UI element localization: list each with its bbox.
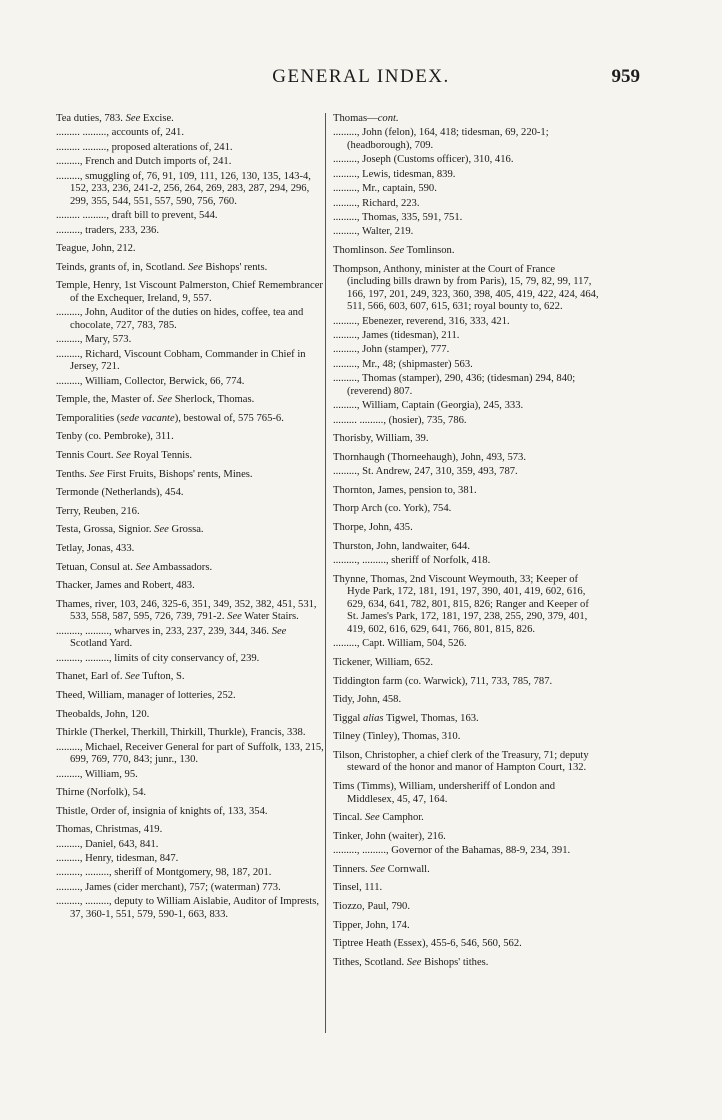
entry-text: Thornton, James, pension to, 381. bbox=[333, 484, 477, 496]
index-entry bbox=[56, 599, 324, 624]
entry-text: Tincal. bbox=[333, 812, 365, 824]
index-entry bbox=[56, 142, 324, 155]
entry-reference-text: ), bestowal of, 575 765-6. bbox=[174, 412, 284, 424]
index-entry bbox=[333, 676, 601, 689]
entry-italic-text: See bbox=[135, 561, 151, 573]
entry-reference-text: Scotland Yard. bbox=[70, 638, 133, 650]
entry-text: ........., Daniel, 643, 841. bbox=[56, 838, 159, 850]
index-entry bbox=[333, 781, 601, 806]
index-entry bbox=[56, 450, 324, 463]
index-entry bbox=[56, 225, 324, 238]
entry-text: ......... ........., accounts of, 241. bbox=[56, 127, 184, 139]
entry-text: Temple, Henry, 1st Viscount Palmerston, Chief Remembrancer of the Exchequer, Ireland, 9, 557. bbox=[56, 280, 323, 304]
entry-reference-text: Excise. bbox=[140, 113, 174, 124]
entry-text: ........., French and Dutch imports of, 241. bbox=[56, 156, 232, 168]
index-entry bbox=[333, 657, 601, 670]
entry-text: Thornhaugh (Thorneehaugh), John, 493, 573. bbox=[333, 451, 526, 463]
entry-text: Tilson, Christopher, a chief clerk of the Treasury, 71; deputy steward of the honor and manor of Hampton Court, 132. bbox=[333, 749, 589, 774]
entry-text: ........., James (cider merchant), 757; (waterman) 773. bbox=[56, 881, 281, 893]
entry-text: ........., traders, 233, 236. bbox=[56, 224, 159, 236]
index-entry bbox=[56, 769, 324, 782]
entry-italic-text: See bbox=[89, 468, 105, 480]
entry-text: Thorpe, John, 435. bbox=[333, 521, 413, 533]
index-entry bbox=[333, 485, 601, 498]
entry-text: Thorp Arch (co. York), 754. bbox=[333, 503, 452, 515]
entry-text: ........., Thomas (stamper), 290, 436; (tidesman) 294, 840; (reverend) 807. bbox=[333, 373, 576, 397]
index-entry bbox=[333, 522, 601, 535]
index-entry bbox=[56, 882, 324, 895]
page-title: GENERAL INDEX. bbox=[272, 66, 450, 87]
index-entry bbox=[333, 694, 601, 707]
entry-text: Thistle, Order of, insignia of knights of, 133, 354. bbox=[56, 805, 268, 817]
entry-text: Tetuan, Consul at. bbox=[56, 561, 136, 573]
index-entry bbox=[333, 882, 601, 895]
entry-text: Thirkle (Therkel, Therkill, Thirkill, Thurkle), Francis, 338. bbox=[56, 727, 306, 739]
index-entry bbox=[333, 812, 601, 825]
index-entry bbox=[56, 156, 324, 169]
entry-italic-text: See bbox=[125, 671, 140, 683]
index-entry bbox=[56, 896, 324, 921]
index-entry bbox=[56, 307, 324, 332]
index-entry bbox=[333, 373, 601, 398]
entry-text: ........., Lewis, tidesman, 839. bbox=[333, 168, 456, 180]
entry-text: ........., ........., limits of city conservancy of, 239. bbox=[56, 652, 260, 664]
entry-text: ........., ........., sheriff of Montgomery, 98, 187, 201. bbox=[56, 867, 272, 879]
entry-italic-text: See bbox=[187, 261, 203, 273]
entry-text: ........., smuggling of, 76, 91, 109, 111, 126, 130, 135, 143-4, 152, 233, 236, 241-2, 256, 264, 269, 283, 287, 294, 296, 299, 355, 544, 551, 557, 590, 756, 760. bbox=[56, 170, 311, 207]
entry-reference-text: Royal Tennis. bbox=[130, 450, 193, 462]
entry-italic-text: See bbox=[406, 956, 422, 968]
index-entry bbox=[56, 506, 324, 519]
entry-text: ........., Walter, 219. bbox=[333, 226, 414, 238]
entry-text: ........., ........., Governor of the Bahamas, 88-9, 234, 391. bbox=[333, 845, 571, 857]
entry-italic-text: See bbox=[154, 524, 169, 536]
index-entry bbox=[56, 626, 324, 651]
entry-text: Teinds, grants of, in, Scotland. bbox=[56, 261, 188, 273]
entry-reference-text: Camphor. bbox=[379, 812, 424, 824]
entry-text: ........., Mr., captain, 590. bbox=[333, 183, 437, 195]
index-entry bbox=[333, 433, 601, 446]
entry-text: ........., Joseph (Customs officer), 310, 416. bbox=[333, 154, 514, 166]
entry-text: Thacker, James and Robert, 483. bbox=[56, 580, 195, 592]
index-entry bbox=[56, 171, 324, 209]
entry-italic-text: alias bbox=[362, 712, 384, 724]
index-entry bbox=[56, 376, 324, 389]
entry-text: Tenths. bbox=[56, 468, 90, 480]
index-entry bbox=[56, 349, 324, 374]
index-entry bbox=[333, 212, 601, 225]
index-entry bbox=[333, 555, 601, 568]
index-column-left bbox=[56, 113, 324, 923]
entry-text: Teague, John, 212. bbox=[56, 243, 136, 255]
entry-italic-text: See bbox=[389, 244, 405, 256]
index-entry bbox=[333, 831, 601, 844]
entry-text: ........., James (tidesman), 211. bbox=[333, 330, 460, 342]
entry-text: Tea duties, 783. bbox=[56, 113, 126, 124]
index-entry bbox=[333, 638, 601, 651]
entry-text: ........., William, 95. bbox=[56, 768, 138, 780]
entry-text: ........., ........., deputy to William Aislabie, Auditor of Imprests, 37, 360-1, 551, 579, 590-1, 663, 833. bbox=[56, 896, 320, 920]
entry-text: ........., Mary, 573. bbox=[56, 334, 132, 346]
page-header bbox=[0, 66, 722, 96]
entry-italic-text: See bbox=[271, 625, 287, 637]
index-entry bbox=[56, 394, 324, 407]
entry-text: Tilney (Tinley), Thomas, 310. bbox=[333, 731, 461, 743]
entry-text: Temple, the, Master of. bbox=[56, 394, 158, 406]
entry-text: Thurston, John, landwaiter, 644. bbox=[333, 540, 470, 552]
index-entry bbox=[333, 226, 601, 239]
index-entry bbox=[333, 503, 601, 516]
entry-text: ........., Capt. William, 504, 526. bbox=[333, 638, 467, 650]
entry-text: Temporalities ( bbox=[56, 412, 121, 424]
index-entry bbox=[56, 210, 324, 223]
entry-text: ........., John (felon), 164, 418; tidesman, 69, 220-1; (headborough), 709. bbox=[333, 127, 549, 151]
index-entry bbox=[333, 864, 601, 877]
entry-text: Tinsel, 111. bbox=[333, 882, 383, 894]
entry-reference-text: Bishops' rents. bbox=[202, 261, 268, 273]
index-entry bbox=[333, 901, 601, 914]
entry-italic-text: See bbox=[364, 812, 380, 824]
entry-italic-text: See bbox=[125, 113, 141, 124]
entry-text: ......... ........., proposed alterations of, 241. bbox=[56, 141, 233, 153]
index-entry bbox=[333, 957, 601, 970]
index-entry bbox=[333, 198, 601, 211]
entry-text: Tiddington farm (co. Warwick), 711, 733, 785, 787. bbox=[333, 675, 553, 687]
index-entry bbox=[333, 113, 601, 126]
entry-text: Tinker, John (waiter), 216. bbox=[333, 830, 446, 842]
index-entry bbox=[56, 543, 324, 556]
entry-text: Tickener, William, 652. bbox=[333, 656, 434, 668]
entry-text: ........., Richard, Viscount Cobham, Commander in Chief in Jersey, 721. bbox=[56, 348, 306, 373]
entry-text: ........., Thomas, 335, 591, 751. bbox=[333, 211, 463, 223]
entry-text: Terry, Reuben, 216. bbox=[56, 505, 140, 517]
entry-text: Thorisby, William, 39. bbox=[333, 433, 429, 445]
index-entry bbox=[333, 330, 601, 343]
entry-reference-text: Tufton, S. bbox=[139, 671, 185, 683]
index-entry bbox=[56, 487, 324, 500]
entry-reference-text: Grossa. bbox=[168, 524, 204, 536]
page-number: 959 bbox=[611, 66, 640, 87]
entry-text: Theobalds, John, 120. bbox=[56, 708, 150, 720]
index-entry bbox=[333, 466, 601, 479]
index-entry bbox=[56, 787, 324, 800]
index-column-right bbox=[333, 113, 601, 971]
entry-text: Tinners. bbox=[333, 863, 371, 875]
index-entry bbox=[333, 316, 601, 329]
index-entry bbox=[333, 359, 601, 372]
index-entry bbox=[56, 690, 324, 703]
index-entry bbox=[56, 580, 324, 593]
entry-text: ........., Ebenezer, reverend, 316, 333, 421. bbox=[333, 315, 510, 327]
entry-text: Tithes, Scotland. bbox=[333, 956, 407, 968]
index-entry bbox=[333, 400, 601, 413]
index-entry bbox=[333, 750, 601, 775]
index-entry bbox=[56, 469, 324, 482]
index-entry bbox=[333, 245, 601, 258]
entry-reference-text: First Fruits, Bishops' rents, Mines. bbox=[104, 468, 253, 480]
entry-text: Thanet, Earl of. bbox=[56, 671, 126, 683]
entry-text: Theed, William, manager of lotteries, 252. bbox=[56, 689, 236, 701]
index-entry bbox=[56, 262, 324, 275]
entry-text: Testa, Grossa, Signior. bbox=[56, 524, 155, 536]
entry-text: ......... ........., (hosier), 735, 786. bbox=[333, 414, 467, 426]
entry-italic-text: See bbox=[227, 611, 242, 623]
entry-text: Tiggal bbox=[333, 712, 363, 724]
index-entry bbox=[333, 920, 601, 933]
index-entry bbox=[56, 709, 324, 722]
entry-text: ........., William, Captain (Georgia), 245, 333. bbox=[333, 400, 524, 412]
entry-text: Thompson, Anthony, minister at the Court of France (including bills drawn by from Paris), 15, 79, 82, 99, 117, 166, 197, 201, 249, 323, 360, 398, 405, 419, 422, 424, 464, 511, 566, 603, 607, 615, 631; royal bounty to, 622. bbox=[333, 263, 599, 313]
entry-text: ........., John, Auditor of the duties on hides, coffee, tea and chocolate, 727, 783, 785. bbox=[56, 307, 304, 331]
index-entry bbox=[56, 867, 324, 880]
index-entry bbox=[56, 431, 324, 444]
entry-reference-text: Water Stairs. bbox=[241, 611, 299, 623]
entry-reference-text: Bishops' tithes. bbox=[421, 956, 489, 968]
index-entry bbox=[56, 334, 324, 347]
entry-reference-text: Tigwel, Thomas, 163. bbox=[383, 712, 479, 724]
index-entry bbox=[333, 183, 601, 196]
entry-text: ........., ........., sheriff of Norfolk, 418. bbox=[333, 554, 491, 566]
entry-reference-text: Ambassadors. bbox=[150, 561, 213, 573]
entry-text: Thirne (Norfolk), 54. bbox=[56, 787, 147, 799]
entry-text: Tidy, John, 458. bbox=[333, 694, 402, 706]
entry-italic-text: See bbox=[370, 863, 385, 875]
entry-text: Tennis Court. bbox=[56, 450, 117, 462]
index-entry bbox=[333, 169, 601, 182]
index-entry bbox=[56, 413, 324, 426]
entry-text: Tetlay, Jonas, 433. bbox=[56, 543, 135, 554]
index-entry bbox=[333, 154, 601, 167]
entry-text: ......... ........., draft bill to prevent, 544. bbox=[56, 210, 218, 222]
entry-text: Thomlinson. bbox=[333, 244, 390, 256]
entry-text: Tims (Timms), William, undersheriff of London and Middlesex, 45, 47, 164. bbox=[333, 781, 556, 805]
entry-text: ........., William, Collector, Berwick, 66, 774. bbox=[56, 375, 245, 387]
index-entry bbox=[56, 742, 324, 767]
index-entry bbox=[56, 806, 324, 819]
index-entry bbox=[56, 727, 324, 740]
entry-text: ........., Michael, Receiver General for part of Suffolk, 133, 215, 699, 769, 770, 843; junr., 130. bbox=[56, 741, 324, 766]
column-divider bbox=[325, 113, 326, 1033]
index-entry bbox=[333, 938, 601, 951]
index-entry bbox=[56, 653, 324, 666]
entry-text: ........., John (stamper), 777. bbox=[333, 344, 450, 356]
index-entry bbox=[56, 280, 324, 305]
entry-reference-text: Tomlinson. bbox=[404, 244, 455, 256]
index-entry bbox=[56, 853, 324, 866]
entry-text: Thames, river, 103, 246, 325-6, 351, 349, 352, 382, 451, 531, 533, 558, 587, 595, 726, 739, 791-2. bbox=[56, 598, 317, 623]
entry-text: Tiozzo, Paul, 790. bbox=[333, 901, 411, 913]
index-entry bbox=[56, 562, 324, 575]
entry-text: ........., St. Andrew, 247, 310, 359, 493, 787. bbox=[333, 466, 518, 478]
entry-italic-text: cont. bbox=[377, 113, 399, 124]
index-entry bbox=[56, 839, 324, 852]
entry-reference-text: Cornwall. bbox=[385, 863, 430, 875]
index-entry bbox=[56, 243, 324, 256]
index-entry bbox=[333, 541, 601, 554]
index-entry bbox=[56, 524, 324, 537]
entry-text: Thomas, Christmas, 419. bbox=[56, 824, 163, 836]
entry-text: Thomas— bbox=[333, 113, 378, 124]
entry-text: Tenby (co. Pembroke), 311. bbox=[56, 431, 174, 443]
index-entry bbox=[56, 113, 324, 126]
entry-text: Termonde (Netherlands), 454. bbox=[56, 487, 184, 499]
index-entry bbox=[333, 344, 601, 357]
index-entry bbox=[333, 845, 601, 858]
entry-text: Tiptree Heath (Essex), 455-6, 546, 560, 562. bbox=[333, 938, 522, 950]
index-entry bbox=[333, 264, 601, 314]
index-entry bbox=[333, 415, 601, 428]
index-entry bbox=[333, 127, 601, 152]
index-entry bbox=[56, 671, 324, 684]
index-entry bbox=[56, 127, 324, 140]
entry-text: Tipper, John, 174. bbox=[333, 919, 410, 931]
index-entry bbox=[333, 452, 601, 465]
entry-italic-text: See bbox=[157, 394, 173, 406]
index-entry bbox=[333, 574, 601, 637]
entry-reference-text: Sherlock, Thomas. bbox=[172, 394, 255, 406]
entry-text: ........., Mr., 48; (shipmaster) 563. bbox=[333, 358, 473, 370]
entry-text: ........., Richard, 223. bbox=[333, 197, 420, 209]
entry-text: Thynne, Thomas, 2nd Viscount Weymouth, 33; Keeper of Hyde Park, 172, 181, 191, 197, 390, 401, 419, 602, 616, 629, 634, 641, 782, 801, 815, 826; Ranger and Keeper of St. James's Park, 172, 181, 197, 238, 255, 290, 379, 401, 419, 602, 616, 629, 641, 766, 801, 815, 826. bbox=[333, 573, 589, 635]
entry-text: ........., ........., wharves in, 233, 237, 239, 344, 346. bbox=[56, 625, 272, 637]
entry-text: ........., Henry, tidesman, 847. bbox=[56, 853, 179, 865]
index-entry bbox=[56, 824, 324, 837]
entry-italic-text: sede vacante bbox=[120, 412, 175, 424]
entry-italic-text: See bbox=[116, 450, 131, 462]
index-entry bbox=[333, 731, 601, 744]
index-entry bbox=[333, 713, 601, 726]
